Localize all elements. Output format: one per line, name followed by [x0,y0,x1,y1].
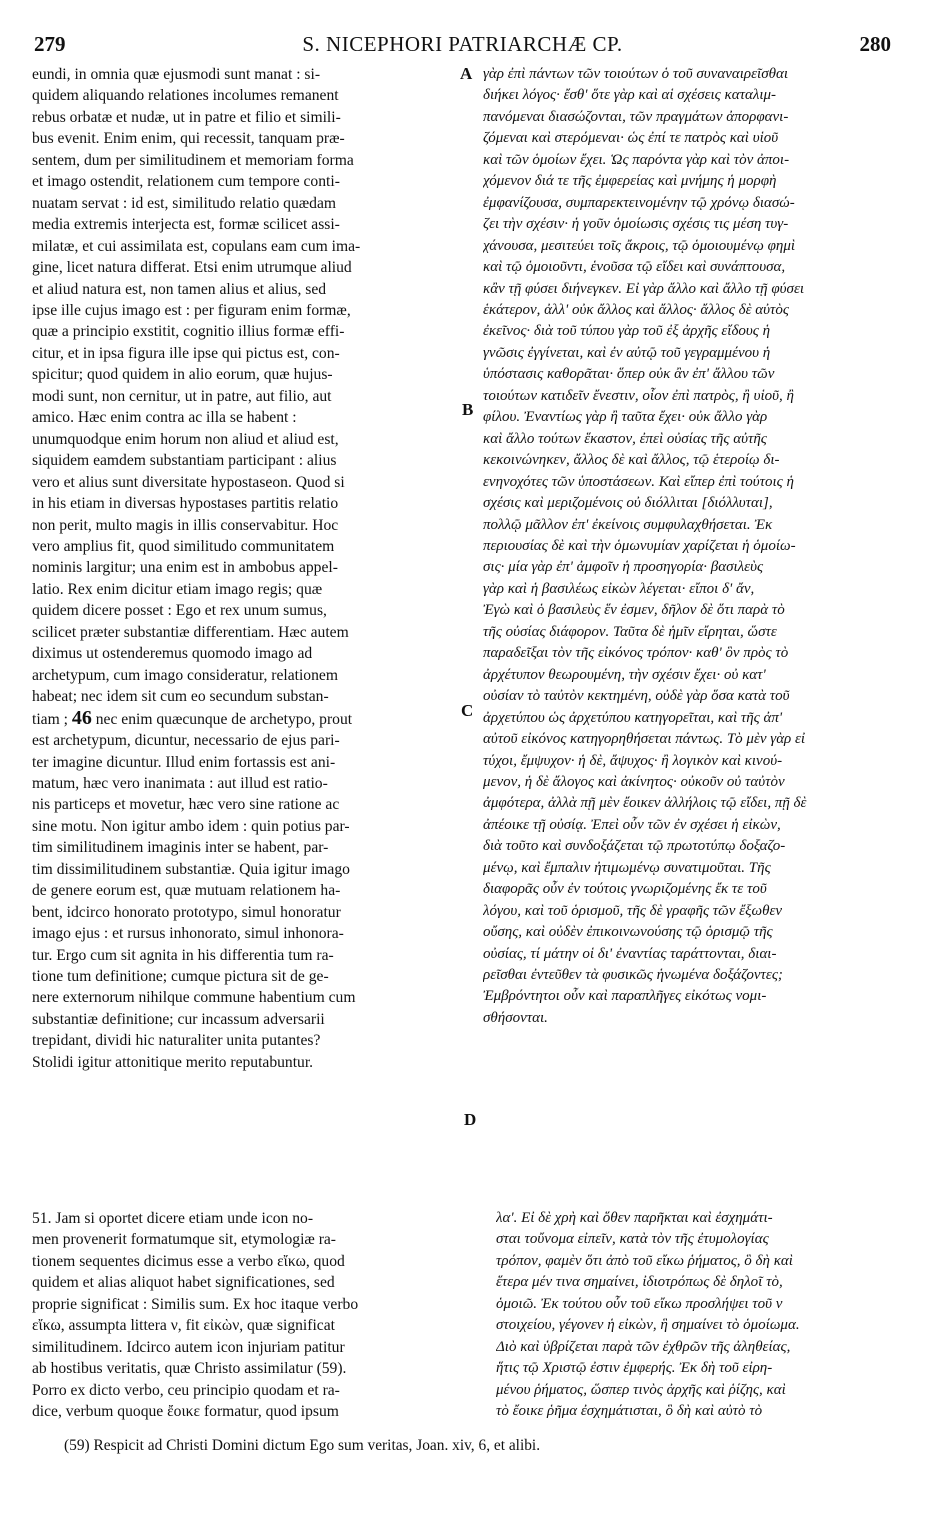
latin-text-line: amico. Hæc enim contra ac illa se habent : [32,409,297,427]
latin-text-line: tim similitudinem imaginis inter se habent, par- [32,839,329,857]
greek-text-line: οὐσίαν τὸ ταὐτὸν κεκτημένη, οὐδὲ γὰρ ὅσα κατὰ τοῦ [483,688,790,705]
greek-text-line: κεκοινώνηκεν, ἄλλος δὲ καὶ ἄλλος, τῷ ἑτεροίῳ δι- [483,452,780,469]
greek-text-line: ἥτις τῷ Χριστῷ ἐστιν ἐμφερής. Ἐκ δὴ τοῦ εἰρη- [496,1360,773,1377]
latin-text-line: tione tum definitione; cumque pictura sit de ge- [32,968,329,986]
latin-text-line: de genere eorum est, quæ mutuam relationem ha- [32,882,341,900]
latin-text-line: bus evenit. Enim enim, qui recessit, tanquam præ- [32,130,345,148]
latin-column [32,64,457,1073]
latin-text-line: siquidem eamdem substantiam participant : alius [32,452,337,470]
greek-text-line: ὑπόστασις καθορᾶται· ὅπερ οὐκ ἂν ἐπ' ἄλλου τῶν [483,366,775,383]
latin-text-line: milatæ, et cui assimilata est, copulans eam cum ima- [32,237,361,255]
greek-text-line: ἑκάτερον, ἀλλ' οὐκ ἄλλος καὶ ἄλλος· ἄλλος δὲ αὐτὸς [483,301,789,318]
greek-text-line: τοιούτων κατιδεῖν ἔνεστιν, οἷον ἐπὶ πατρὸς, ἢ υἱοῦ, ἢ [483,387,794,404]
greek-text-line: μένῳ, καὶ ἔμπαλιν ἠτιμωμένῳ συνατιμοῦται. Τῆς [483,859,771,876]
latin-text-line: bent, idcirco honorato prototypo, simul honoratur [32,903,341,921]
latin-text-line: nis particeps et movetur, hæc vero sine ratione ac [32,796,340,814]
greek-text-line: ἐκεῖνος· διὰ τοῦ τύπου γὰρ τοῦ ἐξ ἀρχῆς εἴδους ἡ [483,323,771,340]
latin-text-line: unumquodque enim horum non aliud et aliud est, [32,430,339,448]
latin-text-line [32,708,457,730]
latin-text-line: nuatam servat : id est, similitudo relatio quædam [32,194,337,212]
margin-letter-c: C [461,701,474,720]
greek-text-line: ρεῖσθαι ἐντεῦθεν τὰ φυσικῶς ἡνωμένα δοξάζοντες; [483,967,783,984]
greek-section-31 [496,1208,903,1423]
latin-text-line: vero et alius sunt diversitate hypostaseon. Quod si [32,473,345,491]
greek-text-line: σχέσις καὶ μεριζομένοις οὐ διόλλιται [διόλλυται], [483,495,773,512]
latin-text-line: proprie significat : Similis sum. Ex hoc itaque verbo [32,1295,359,1313]
column-number-marker: 46 [71,707,92,729]
greek-text-line: καὶ ἄλλο τούτων ἕκαστον, ἐπεὶ οὐσίας τῆς αὐτῆς [483,430,767,447]
latin-text-line: archetypum, cum imago consideratur, relationem [32,666,338,684]
latin-text-line: et imago ostendit, relationem cum tempore conti- [32,173,340,191]
latin-text-line: ter imagine dicuntur. Illud enim fortassis est ani- [32,753,336,771]
greek-text-line: διήκει λόγος· ἔσθ' ὅτε γὰρ καὶ αἱ σχέσεις καταλιμ- [483,87,777,104]
footnote: (59) Respicit ad Christi Domini dictum Ego sum veritas, Joan. xiv, 6, et alibi. [64,1437,541,1454]
latin-text-line: quidem dicere posset : Ego et rex unum sumus, [32,602,327,620]
latin-text-line: latio. Rex enim dicitur etiam imago regis; quæ [32,580,323,598]
latin-text-line: tionem sequentes dicimus esse a verbo εἴκω, quod [32,1252,345,1270]
latin-text-line: rebus orbatæ et nudæ, ut in patre et filio et simili- [32,108,341,126]
latin-text-line: εἴκω, assumpta littera ν, fit εἰκὼν, quæ significat [32,1317,335,1335]
latin-text-line: quidem aliquando relationes incolumes remanent [32,87,339,105]
greek-text-line: ἐμφανίζουσα, συμπαρεκτεινομένην τῷ χρόνῳ διασώ- [483,194,795,211]
greek-text-line: ἀπέοικε τῇ οὐσίᾳ. Ἐπεὶ οὖν τῶν ἐν σχέσει ἡ εἰκὼν, [483,816,781,833]
latin-text-line: similitudinem. Idcirco autem icon injuriam patitur [32,1338,345,1356]
greek-text-line: μένου ῥήματος, ὥσπερ τινὸς ἀρχῆς καὶ ῥίζης, καὶ [496,1381,786,1398]
latin-text-line: matum, hæc vero inanimata : aut illud est ratio- [32,774,328,792]
greek-text-line: πολλῷ μᾶλλον ἐπ' ἐκείνοις συμφυλαχθήσεται. Ἐκ [483,516,773,533]
latin-text-line: citur, et in ipsa figura ille ipse qui pictus est, con- [32,344,340,362]
greek-text-line: Ἐγὼ καὶ ὁ βασιλεὺς ἕν ἐσμεν, δῆλον δὲ ὅτι παρὰ τὸ [483,602,785,619]
greek-text-line: γνῶσις ἐγγίνεται, καὶ ἐν αὐτῷ τοῦ γεγραμμένου ἡ [483,344,771,361]
greek-text-line: χόμενον διά τε τῆς ἐμφερείας καὶ μνήμης ἡ μορφὴ [483,173,777,190]
margin-letter-b: B [462,400,474,419]
greek-text-line: χάνουσα, μεσιτεύει τοῖς ἄκροις, τῷ ὁμοιουμένῳ φημὶ [483,237,796,254]
latin-text-line: est archetypum, dicuntur, necessario de ejus pari- [32,732,340,750]
greek-text-line: φίλου. Ἐναντίως γὰρ ἢ ταῦτα ἔχει· οὐκ ἄλλο γὰρ [483,409,768,426]
greek-text-line: διαφορᾶς οὖν ἐν τούτοις γνωριζομένης ἔκ τε τοῦ [483,881,767,898]
latin-text-line: quidem et alias aliquot habet significationes, sed [32,1274,335,1292]
greek-text-line: Ἐμβρόντητοι οὖν καὶ παραπλῆγες εἰκότως νομι- [483,988,767,1005]
greek-text-line: γὰρ ἐπὶ πάντων τῶν τοιούτων ὁ τοῦ συναναιρεῖσθαι [483,66,788,82]
greek-text-line: καὶ τῶν ὁμοίων ἔχει. Ὡς παρόντα γὰρ καὶ τὸν ἀποι- [483,151,790,168]
latin-text-line: ab hostibus veritatis, quæ Christo assimilatur (59). [32,1360,347,1378]
greek-text-line: Διὸ καὶ ὑβρίζεται παρὰ τῶν ἐχθρῶν τῆς ἀληθείας, [496,1338,791,1355]
latin-text-line: diximus ut ostenderemus quomodo imago ad [32,645,313,663]
latin-text-line: et aliud natura est, non tamen alius et alius, sed [32,280,327,298]
greek-text-line: οὔσης, καὶ οὐδὲν ἐπικοινωνούσης τῷ ὁρισμῷ τῆς [483,924,773,941]
greek-text-line: γὰρ καὶ ἡ βασιλέως εἰκὼν λέγεται· εἴποι δ' ἄν, [483,580,755,597]
latin-text-line: habeat; nec idem sit cum eo secundum substan- [32,688,329,706]
greek-text-line: μενον, ἡ δὲ ἄλογος καὶ ἀκίνητος· οὐκοῦν οὐ ταὐτὸν [483,773,785,790]
latin-text-line: imago ejus : et rursus inhonorato, simul inhonora- [32,925,344,943]
greek-column [483,64,903,1029]
page-number-left: 279 [34,32,66,56]
running-header [34,32,891,60]
latin-text-line: eundi, in omnia quæ ejusmodi sunt manat : si- [32,66,321,83]
greek-text-line: τύχοι, ἔμψυχον· ἡ δὲ, ἄψυχος· ἢ λογικὸν καὶ κινού- [483,752,783,769]
greek-text-line: ἀμφότερα, ἀλλὰ πῇ μὲν ἔοικεν ἀλλήλοις τῷ εἴδει, πῇ δὲ [483,795,807,812]
latin-text-line: gine, licet natura differat. Etsi enim utrumque aliud [32,259,352,277]
greek-text-line: διὰ τοῦτο καὶ συνδοξάζεται τῷ πρωτοτύπῳ δοξαζο- [483,838,786,855]
greek-text-line: ἀρχέτυπον θεωρουμένη, τὴν σχέσιν ἔχει· οὐ κατ' [483,666,766,683]
latin-text-line: substantiæ definitione; cur incassum adversarii [32,1010,325,1028]
greek-text-line: αὐτοῦ εἰκόνος κατηγορηθήσεται πάντως. Τὸ μὲν γὰρ εἰ [483,731,806,748]
latin-text-line: tur. Ergo cum sit agnita in his differentia tum ra- [32,946,334,964]
greek-text-line: οὐσίας, τί μάτην οἱ δι' ἐναντίας ταράττονται, διαι- [483,945,777,962]
latin-text-line: men provenerit formatumque sit, etymologiæ ra- [32,1231,337,1249]
greek-text-line: σθήσονται. [483,1009,548,1026]
latin-section-51 [32,1208,457,1423]
margin-letter-a: A [460,64,473,83]
page-number-right: 280 [859,32,891,56]
margin-letter-d: D [464,1110,477,1129]
latin-text-line: non perit, multo magis in illis conservabitur. Hoc [32,516,339,534]
greek-text-line: σις· μία γὰρ ἐπ' ἀμφοῖν ἡ προσηγορία· βασιλεὺς [483,559,764,576]
line-prefix: tiam ; [32,710,72,728]
greek-text-line: ἕτερα μέν τινα σημαίνει, ἰδιοτρόπως δὲ δηλοῖ τὸ, [496,1274,783,1291]
running-title: S. NICEPHORI PATRIARCHÆ CP. [302,32,623,56]
latin-text-line: vero amplius fit, quod similitudo communitatem [32,537,335,555]
greek-text-line: ζόμεναι καὶ στερόμεναι· ὡς ἐπί τε πατρὸς καὶ υἱοῦ [483,130,779,147]
greek-text-line: ζει τὴν σχέσιν· ἡ γοῦν ὁμοίωσις σχέσις τις μέση τυγ- [483,216,789,233]
latin-text-line: nominis largitur; una enim est in ambobus appel- [32,559,338,577]
latin-text-line: spicitur; quod quidem in alio eorum, quæ hujus- [32,366,333,384]
latin-text-line: Porro ex dicto verbo, ceu principio quodam et ra- [32,1381,340,1399]
latin-text-line: nere externorum nihilque commune habentium cum [32,989,356,1007]
greek-text-line: τρόπον, φαμὲν ὅτι ἀπὸ τοῦ εἴκω ῥήματος, ὃ δὴ καὶ [496,1252,793,1269]
greek-text-line: τὸ ἔοικε ῥῆμα ἐσχημάτισται, ὃ δὴ καὶ αὐτὸ τὸ [496,1403,763,1420]
latin-text-line: media extremis interjecta est, formæ scilicet assi- [32,216,340,234]
greek-text-line: λόγου, καὶ τοῦ ὁρισμοῦ, τῆς δὲ γραφῆς τῶν ἔξωθεν [483,902,783,919]
greek-text-line: ενηνοχότες τῶν ὑποστάσεων. Καὶ εἴπερ ἐπὶ τούτοις ἡ [483,473,794,490]
latin-text-line: tim dissimilitudinem substantiæ. Quia igitur imago [32,860,350,878]
greek-text-line: κἂν τῇ φύσει διήνεγκεν. Εἰ γὰρ ἄλλο καὶ ἄλλο τῇ φύσει [483,280,805,297]
latin-text-line: 51. Jam si oportet dicere etiam unde icon no- [32,1210,314,1227]
greek-text-line: σται τοὔνομα εἰπεῖν, κατὰ τὸν τῆς ἐτυμολογίας [496,1231,769,1248]
latin-text-line: scilicet præter substantiæ differentiam. Hæc autem [32,623,349,641]
latin-text-line: ipse ille cujus imago est : per figuram enim formæ, [32,301,351,319]
line-rest: nec enim quæcunque de archetypo, prout [91,710,353,728]
latin-text-line: trepidant, dividi hic naturaliter unita putantes? [32,1032,321,1050]
greek-text-line: παραδεῖξαι τὸν τῆς εἰκόνος τρόπον· καθ' ὃν πρὸς τὸ [483,645,789,662]
latin-text-line: in his etiam in diversas hypostases partitis relatio [32,495,339,513]
greek-text-line: περιουσίας δὲ καὶ τὴν ὁμωνυμίαν χαρίζεται ἡ ὁμοίω- [483,537,796,554]
greek-text-line: ὁμοιῶ. Ἐκ τούτου οὖν τοῦ εἴκω προσλήψει τοῦ ν [496,1295,783,1312]
greek-text-line: λα'. Εἰ δὲ χρὴ καὶ ὅθεν παρῆκται καὶ ἐσχημάτι- [496,1210,773,1226]
greek-text-line: καὶ τῷ ὁμοιοῦντι, ἑνοῦσα τῷ εἴδει καὶ συνάπτουσα, [483,259,786,276]
latin-text-line: modi sunt, non cernitur, ut in patre, aut filio, aut [32,387,332,405]
latin-text-line: quæ a principio exstitit, cognitio illius formæ effi- [32,323,345,341]
greek-text-line: τῆς οὐσίας διάφορον. Ταῦτα δὲ ἡμῖν εἴρηται, ὥστε [483,623,777,640]
greek-text-line: πανόμεναι διασώζονται, τῶν πραγμάτων ἀπορφανι- [483,108,789,125]
latin-text-line: sentem, dum per similitudinem et memoriam forma [32,151,354,169]
greek-text-line: ἀρχετύπου ὡς ἀρχετύπου κατηγορεῖται, καὶ τῆς ἀπ' [483,709,783,726]
latin-text-line: dice, verbum quoque ἔοικε formatur, quod ipsum [32,1403,339,1421]
greek-text-line: στοιχείου, γέγονεν ἡ εἰκὼν, ἣ σημαίνει τὸ ὁμοίωμα. [496,1317,800,1334]
latin-text-line: Stolidi igitur attonitique merito reputabuntur. [32,1053,314,1071]
latin-text-line: sine motu. Non igitur ambo idem : quin potius par- [32,817,350,835]
